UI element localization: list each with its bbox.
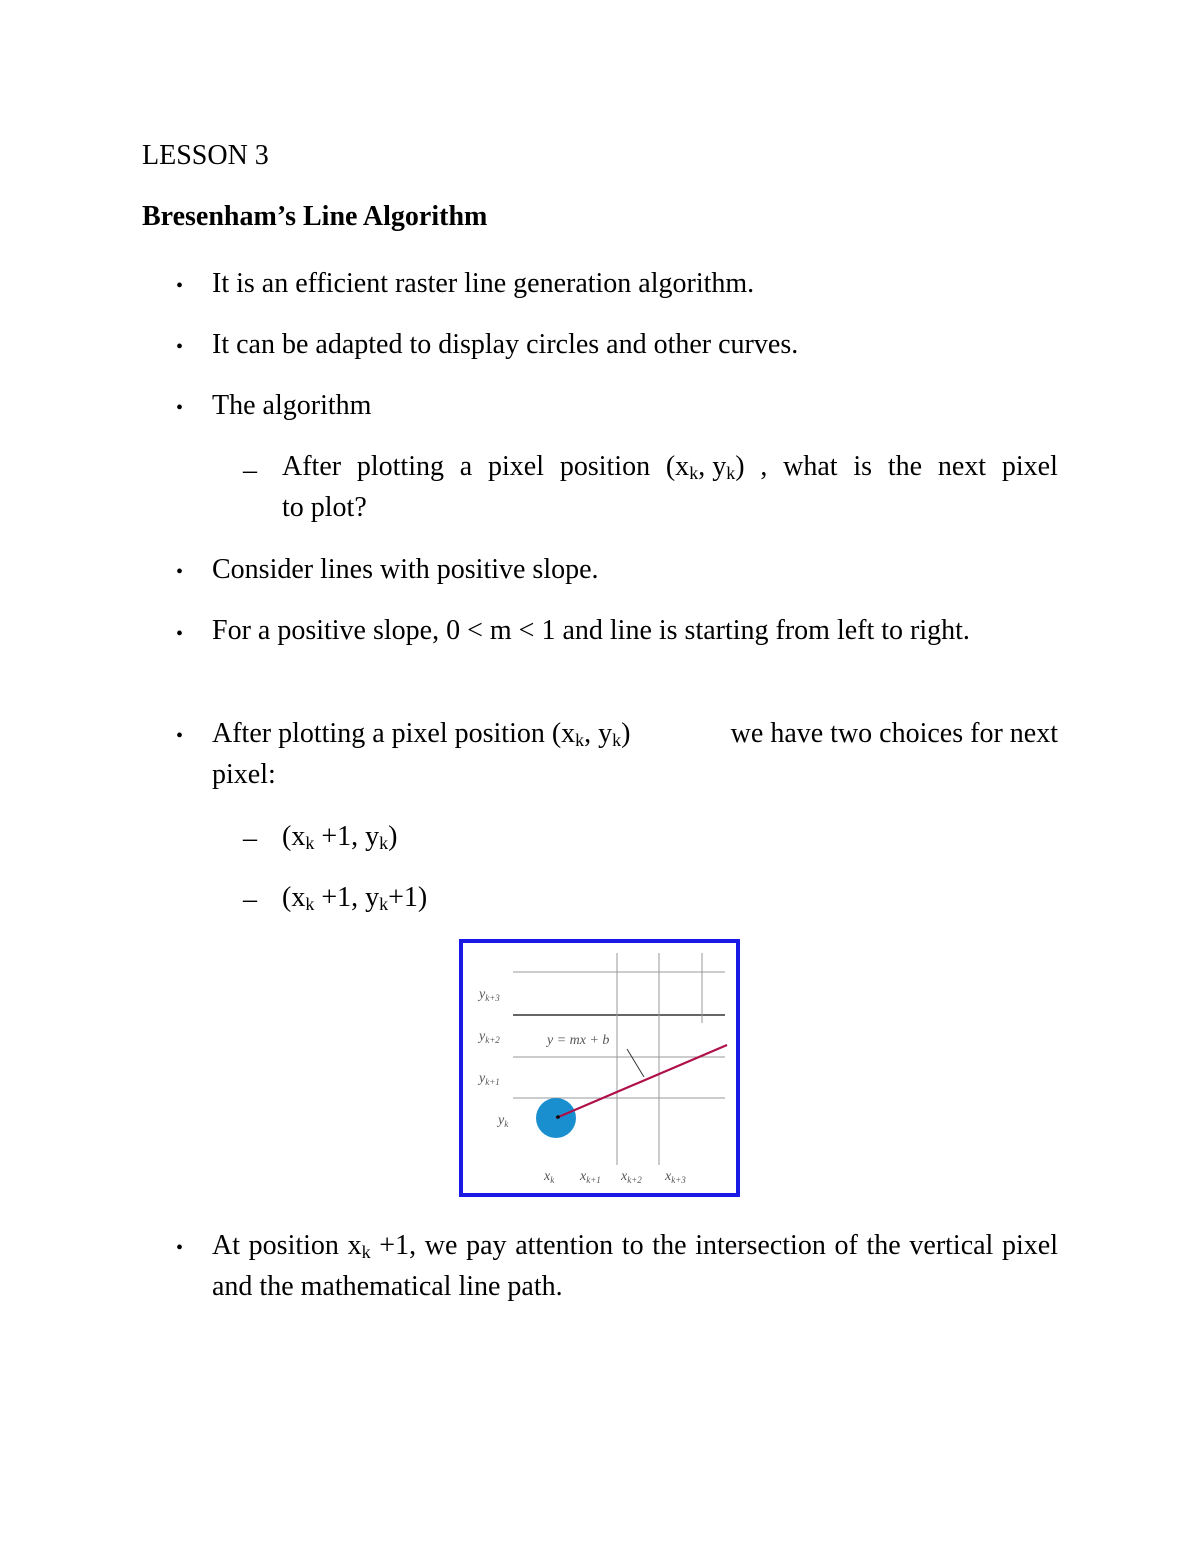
label-yk-sub: k <box>504 1119 509 1129</box>
b6-part2: , y <box>584 718 613 749</box>
label-yk-main: y <box>498 1113 505 1128</box>
start-point <box>556 1115 560 1119</box>
dash-icon: – <box>243 455 257 486</box>
c2-sub2: k <box>379 894 389 914</box>
word-comma: , <box>760 451 768 482</box>
bullet-text-5: For a positive slope, 0 < m < 1 and line is starting from left to right. <box>212 615 970 646</box>
pixel-grid-diagram <box>463 943 736 1193</box>
c1-sub2: k <box>379 833 389 853</box>
word-plotting: plotting <box>356 451 444 482</box>
page-title: Bresenham’s Line Algorithm <box>142 201 488 232</box>
word-position: position <box>559 451 651 482</box>
sub-bullet-line-2: to plot? <box>282 492 367 523</box>
choice-1 <box>282 816 1058 857</box>
choice-2 <box>282 877 1058 918</box>
c2-part1: (x <box>282 882 306 913</box>
b6-part1: After plotting a pixel position (x <box>212 718 576 749</box>
b6-text-a: After plotting a pixel position ($x_k$, $y_k$) <box>212 718 631 750</box>
b7-part2: +1, we pay attention to the intersection of the vertical pixel and the mathematical line path. <box>212 1230 1059 1302</box>
equation-leader <box>627 1049 644 1077</box>
c1-part2: +1, y <box>314 821 380 852</box>
label-xk2 <box>620 1169 642 1185</box>
word-what: what <box>783 451 838 482</box>
bullet-icon: • <box>176 275 184 297</box>
label-xk <box>543 1169 555 1185</box>
word-a: a <box>459 451 473 482</box>
label-xk3-sub: k+3 <box>671 1175 686 1185</box>
bullet-icon: • <box>176 623 184 645</box>
label-yk1-main: y <box>479 1071 486 1086</box>
b7-sub: k <box>361 1242 371 1262</box>
word-pixel: pixel <box>488 451 545 482</box>
coordinate-xk-yk: ($x_k$, $y_k$) <box>665 451 745 483</box>
b7-part1: At position x <box>212 1230 362 1261</box>
bullet-icon: • <box>176 725 184 747</box>
c1-sub1: k <box>305 833 315 853</box>
bullet-icon: • <box>176 561 184 583</box>
bullet-text-6 <box>212 713 1058 795</box>
b6-sub2: k <box>612 730 622 750</box>
c2-part3: +1) <box>388 882 428 913</box>
label-xk-sub: k <box>550 1175 555 1185</box>
bullet-6-line-2: pixel: <box>212 759 276 790</box>
label-yk1 <box>477 1071 500 1087</box>
b6-text-b: we have two choices for next <box>730 718 1058 749</box>
bresenham-figure <box>459 939 740 1197</box>
label-yk1-sub: k+1 <box>485 1077 500 1087</box>
bullet-text-7 <box>212 1225 1058 1307</box>
equation-label: y = mx + b <box>547 1033 610 1048</box>
label-yk <box>496 1113 509 1129</box>
bullet-icon: • <box>176 336 184 358</box>
label-xk1 <box>579 1169 601 1185</box>
label-xk-main: x <box>544 1169 551 1184</box>
word-pixel-2: pixel <box>1001 451 1058 482</box>
bullet-6-line-1 <box>212 713 1058 754</box>
label-xk1-main: x <box>580 1169 587 1184</box>
bullet-text-3: The algorithm <box>212 390 372 421</box>
dash-icon: – <box>243 823 257 854</box>
c1-part3: ) <box>388 821 398 852</box>
c2-part2: +1, y <box>314 882 380 913</box>
label-yk2 <box>477 1029 500 1045</box>
line-path <box>556 1045 727 1118</box>
label-xk3-main: x <box>665 1169 672 1184</box>
c2-sub1: k <box>305 894 315 914</box>
label-yk3-sub: k+3 <box>485 993 500 1003</box>
sub-bullet-next-pixel <box>282 446 1058 528</box>
word-the: the <box>887 451 923 482</box>
word-next: next <box>937 451 987 482</box>
dash-icon: – <box>243 884 257 915</box>
label-xk2-sub: k+2 <box>627 1175 642 1185</box>
sub-bullet-line-1 <box>282 446 1058 487</box>
label-yk3-main: y <box>479 987 486 1002</box>
bullet-text-1: It is an efficient raster line generation algorithm. <box>212 268 755 299</box>
b6-sub1: k <box>575 730 585 750</box>
label-yk3 <box>477 987 500 1003</box>
label-xk1-sub: k+1 <box>586 1175 601 1185</box>
bullet-icon: • <box>176 1237 184 1259</box>
lesson-heading: LESSON 3 <box>142 140 269 171</box>
bullet-icon: • <box>176 397 184 419</box>
bullet-text-4: Consider lines with positive slope. <box>212 554 599 585</box>
label-xk2-main: x <box>621 1169 628 1184</box>
label-yk2-main: y <box>479 1029 486 1044</box>
word-is: is <box>853 451 873 482</box>
word-after: After <box>282 451 342 482</box>
c1-part1: (x <box>282 821 306 852</box>
label-yk2-sub: k+2 <box>485 1035 500 1045</box>
label-xk3 <box>664 1169 686 1185</box>
bullet-text-2: It can be adapted to display circles and other curves. <box>212 329 799 360</box>
